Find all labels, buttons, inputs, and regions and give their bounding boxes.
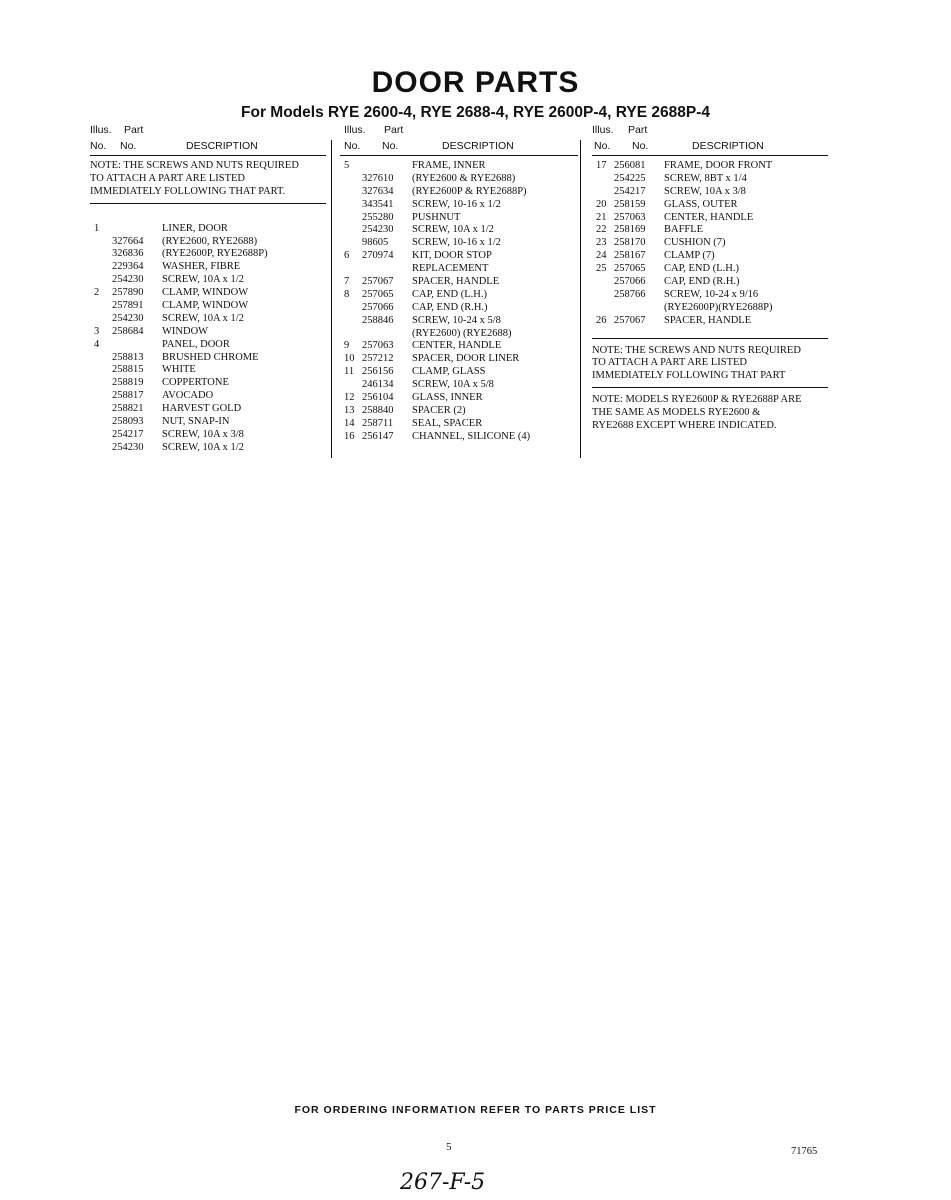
part-row bbox=[90, 416, 326, 429]
part-number: 258840 bbox=[362, 404, 394, 416]
part-number: 98605 bbox=[362, 237, 389, 249]
illus-number: 26 bbox=[596, 314, 607, 326]
part-number: 257891 bbox=[112, 299, 144, 311]
parts-list bbox=[90, 210, 326, 455]
part-description: WHITE bbox=[162, 364, 196, 376]
part-description: CLAMP, WINDOW bbox=[162, 287, 249, 299]
part-number: 255280 bbox=[362, 211, 394, 223]
part-number: 257890 bbox=[112, 287, 144, 299]
part-number: 229364 bbox=[112, 261, 144, 273]
illus-number: 8 bbox=[344, 288, 350, 300]
illus-number: 5 bbox=[344, 160, 350, 171]
header-part-no: No. bbox=[120, 140, 137, 152]
part-description: SCREW, 10A x 1/2 bbox=[412, 224, 494, 236]
part-row bbox=[90, 261, 326, 274]
part-row bbox=[592, 199, 828, 212]
part-number: 343541 bbox=[362, 198, 394, 210]
part-description: PUSHNUT bbox=[412, 211, 461, 223]
part-row bbox=[340, 160, 578, 173]
illus-number: 17 bbox=[596, 160, 607, 171]
part-number: 257063 bbox=[362, 340, 394, 352]
part-number: 327664 bbox=[112, 235, 144, 247]
parts-list bbox=[592, 160, 828, 328]
part-number: 254230 bbox=[362, 224, 394, 236]
part-description: SCREW, 10A x 5/8 bbox=[412, 379, 494, 391]
part-description: WASHER, FIBRE bbox=[162, 261, 241, 273]
part-description: BAFFLE bbox=[664, 224, 704, 236]
part-description: PANEL, DOOR bbox=[162, 338, 230, 350]
part-number: 256104 bbox=[362, 392, 394, 404]
part-row bbox=[592, 237, 828, 250]
part-number: 258711 bbox=[362, 417, 394, 429]
part-number: 257065 bbox=[362, 288, 394, 300]
part-row bbox=[90, 248, 326, 261]
part-description: CUSHION (7) bbox=[664, 237, 726, 249]
part-number: 258819 bbox=[112, 377, 144, 389]
part-row bbox=[340, 418, 578, 431]
column-header bbox=[340, 124, 578, 160]
handwritten-code: 267-F-5 bbox=[400, 1170, 486, 1195]
part-row bbox=[340, 315, 578, 328]
part-row bbox=[90, 403, 326, 416]
part-number: 257065 bbox=[614, 263, 646, 275]
part-row bbox=[592, 289, 828, 302]
header-part-no: No. bbox=[632, 140, 649, 152]
part-number: 258684 bbox=[112, 325, 144, 337]
part-description: NUT, SNAP-IN bbox=[162, 415, 230, 427]
illus-number: 10 bbox=[344, 353, 355, 365]
part-row bbox=[340, 366, 578, 379]
part-number: 258167 bbox=[614, 250, 646, 262]
part-description: CHANNEL, SILICONE (4) bbox=[412, 430, 531, 442]
part-description: SCREW, 10-24 x 9/16 bbox=[664, 288, 759, 300]
illus-number: 13 bbox=[344, 404, 355, 416]
part-row bbox=[90, 429, 326, 442]
part-row bbox=[592, 224, 828, 237]
part-row bbox=[90, 339, 326, 352]
part-description: CAP, END (L.H.) bbox=[664, 263, 739, 275]
part-number: 254217 bbox=[112, 428, 144, 440]
page-number: 5 bbox=[446, 1141, 452, 1153]
part-number: 256081 bbox=[614, 160, 646, 171]
illus-number: 16 bbox=[344, 430, 355, 442]
part-row bbox=[340, 353, 578, 366]
part-description: SPACER (2) bbox=[412, 404, 466, 416]
part-description: FRAME, INNER bbox=[412, 160, 486, 171]
part-number: 254230 bbox=[112, 441, 144, 453]
part-description: (RYE2600P, RYE2688P) bbox=[162, 248, 268, 260]
header-part: Part bbox=[384, 124, 404, 136]
part-description: SCREW, 8BT x 1/4 bbox=[664, 172, 747, 184]
part-number: 256156 bbox=[362, 366, 394, 378]
illus-number: 9 bbox=[344, 340, 350, 352]
part-row bbox=[340, 379, 578, 392]
part-row bbox=[340, 405, 578, 418]
part-number: 270974 bbox=[362, 250, 394, 262]
ordering-info: FOR ORDERING INFORMATION REFER TO PARTS PRICE LIST bbox=[294, 1104, 657, 1116]
illus-number: 12 bbox=[344, 392, 355, 404]
header-illus: Illus. bbox=[592, 124, 614, 136]
column-divider bbox=[580, 328, 581, 458]
part-description: FRAME, DOOR FRONT bbox=[664, 160, 773, 171]
parts-column-1 bbox=[90, 124, 326, 455]
part-number: 258817 bbox=[112, 390, 144, 402]
part-row bbox=[340, 199, 578, 212]
part-row bbox=[592, 212, 828, 225]
part-row bbox=[90, 390, 326, 403]
illus-number: 6 bbox=[344, 250, 350, 262]
part-number: 254217 bbox=[614, 185, 646, 197]
illus-number: 14 bbox=[344, 417, 355, 429]
part-description: SPACER, HANDLE bbox=[412, 276, 500, 288]
part-number: 254230 bbox=[112, 274, 144, 286]
part-description: LINER, DOOR bbox=[162, 222, 228, 234]
part-number: 257063 bbox=[614, 211, 646, 223]
illus-number: 20 bbox=[596, 198, 607, 210]
part-description: SCREW, 10-24 x 5/8 bbox=[412, 314, 501, 326]
header-illus-no: No. bbox=[344, 140, 361, 152]
header-rule bbox=[592, 155, 828, 156]
part-row bbox=[592, 186, 828, 199]
part-number: 258766 bbox=[614, 288, 646, 300]
illus-number: 25 bbox=[596, 263, 607, 275]
part-description: KIT, DOOR STOP bbox=[412, 250, 492, 262]
header-part: Part bbox=[124, 124, 144, 136]
illus-number: 21 bbox=[596, 211, 607, 223]
part-row bbox=[90, 326, 326, 339]
header-description: DESCRIPTION bbox=[692, 140, 764, 152]
part-row bbox=[592, 276, 828, 289]
illus-number: 2 bbox=[94, 287, 100, 299]
part-description: CAP, END (R.H.) bbox=[412, 301, 488, 313]
part-number: 258846 bbox=[362, 314, 394, 326]
illus-number: 24 bbox=[596, 250, 607, 262]
part-row bbox=[592, 315, 828, 328]
part-description: CLAMP, GLASS bbox=[412, 366, 486, 378]
header-illus: Illus. bbox=[90, 124, 112, 136]
part-number: 258813 bbox=[112, 351, 144, 363]
part-row bbox=[340, 224, 578, 237]
part-row bbox=[90, 223, 326, 236]
part-description: SCREW, 10A x 3/8 bbox=[664, 185, 746, 197]
part-number: 246134 bbox=[362, 379, 394, 391]
part-description: COPPERTONE bbox=[162, 377, 229, 389]
part-description: SCREW, 10A x 1/2 bbox=[162, 312, 244, 324]
part-description: (RYE2600, RYE2688) bbox=[162, 235, 258, 247]
part-row bbox=[592, 250, 828, 263]
part-row bbox=[90, 274, 326, 287]
part-number: 258159 bbox=[614, 198, 646, 210]
part-description: (RYE2600) (RYE2688) bbox=[412, 327, 512, 339]
page-title: DOOR PARTS bbox=[371, 66, 580, 99]
parts-column-2 bbox=[340, 124, 578, 444]
part-number: 257067 bbox=[362, 276, 394, 288]
header-part-no: No. bbox=[382, 140, 399, 152]
part-row bbox=[340, 289, 578, 302]
part-row bbox=[90, 442, 326, 455]
part-number: 258170 bbox=[614, 237, 646, 249]
part-row bbox=[592, 263, 828, 276]
part-row bbox=[90, 313, 326, 326]
illus-number: 4 bbox=[94, 338, 100, 350]
part-number: 326836 bbox=[112, 248, 144, 260]
illus-number: 7 bbox=[344, 276, 350, 288]
part-number: 257066 bbox=[614, 276, 646, 288]
note-screws: NOTE: THE SCREWS AND NUTS REQUIRED TO ATTACH A PART ARE LISTED IMMEDIATELY FOLLOWING THAT PART bbox=[592, 344, 801, 382]
part-description: REPLACEMENT bbox=[412, 263, 489, 275]
part-row bbox=[90, 236, 326, 249]
part-description: CENTER, HANDLE bbox=[664, 211, 754, 223]
part-row bbox=[340, 302, 578, 315]
header-description: DESCRIPTION bbox=[442, 140, 514, 152]
part-row bbox=[90, 352, 326, 365]
illus-number: 1 bbox=[94, 222, 100, 234]
part-row bbox=[340, 250, 578, 263]
part-row bbox=[340, 212, 578, 225]
part-description: GLASS, INNER bbox=[412, 392, 483, 404]
part-description: SPACER, DOOR LINER bbox=[412, 353, 520, 365]
part-number: 257066 bbox=[362, 301, 394, 313]
part-description: HARVEST GOLD bbox=[162, 403, 242, 415]
note-rule bbox=[90, 203, 326, 204]
note-models: NOTE: MODELS RYE2600P & RYE2688P ARE THE SAME AS MODELS RYE2600 & RYE2688 EXCEPT WHERE INDICATED. bbox=[592, 394, 802, 432]
note-rule bbox=[592, 387, 828, 388]
header-rule bbox=[90, 155, 326, 156]
part-description: (RYE2600 & RYE2688) bbox=[412, 172, 516, 184]
part-row bbox=[90, 364, 326, 377]
part-description: (RYE2600P & RYE2688P) bbox=[412, 185, 527, 197]
part-row bbox=[340, 431, 578, 444]
header-part: Part bbox=[628, 124, 648, 136]
header-illus: Illus. bbox=[344, 124, 366, 136]
page-subtitle: For Models RYE 2600-4, RYE 2688-4, RYE 2600P-4, RYE 2688P-4 bbox=[241, 104, 710, 121]
part-row bbox=[340, 328, 578, 341]
part-row bbox=[90, 377, 326, 390]
part-row bbox=[592, 302, 828, 315]
part-row bbox=[592, 173, 828, 186]
illus-number: 22 bbox=[596, 224, 607, 236]
column-divider bbox=[331, 140, 332, 458]
part-description: WINDOW bbox=[162, 325, 209, 337]
note-screws: NOTE: THE SCREWS AND NUTS REQUIRED TO ATTACH A PART ARE LISTED IMMEDIATELY FOLLOWING THAT PART. bbox=[90, 160, 299, 197]
part-row bbox=[340, 340, 578, 353]
part-number: 257067 bbox=[614, 314, 646, 326]
part-row bbox=[90, 300, 326, 313]
part-number: 257212 bbox=[362, 353, 394, 365]
part-description: SCREW, 10A x 1/2 bbox=[162, 274, 244, 286]
part-description: SEAL, SPACER bbox=[412, 417, 483, 429]
header-description: DESCRIPTION bbox=[186, 140, 258, 152]
part-number: 258169 bbox=[614, 224, 646, 236]
part-description: (RYE2600P)(RYE2688P) bbox=[664, 301, 773, 313]
part-row bbox=[340, 392, 578, 405]
part-number: 258821 bbox=[112, 403, 144, 415]
part-row bbox=[340, 186, 578, 199]
header-illus-no: No. bbox=[594, 140, 611, 152]
part-row bbox=[340, 173, 578, 186]
part-description: CAP, END (R.H.) bbox=[664, 276, 740, 288]
header-rule bbox=[340, 155, 578, 156]
part-description: CLAMP, WINDOW bbox=[162, 299, 249, 311]
note-rule bbox=[592, 338, 828, 339]
part-description: CAP, END (L.H.) bbox=[412, 288, 487, 300]
part-number: 258815 bbox=[112, 364, 144, 376]
header-illus-no: No. bbox=[90, 140, 107, 152]
column-header bbox=[90, 124, 326, 160]
part-row bbox=[592, 160, 828, 173]
part-description: SCREW, 10-16 x 1/2 bbox=[412, 237, 501, 249]
parts-column-3 bbox=[592, 124, 828, 433]
part-description: CLAMP (7) bbox=[664, 250, 715, 262]
part-description: CENTER, HANDLE bbox=[412, 340, 502, 352]
part-row bbox=[90, 287, 326, 300]
parts-list bbox=[340, 160, 578, 444]
part-description: AVOCADO bbox=[162, 390, 214, 402]
illus-number: 23 bbox=[596, 237, 607, 249]
document-number: 71765 bbox=[791, 1146, 818, 1157]
part-row bbox=[340, 276, 578, 289]
part-number: 327610 bbox=[362, 172, 394, 184]
part-description: SPACER, HANDLE bbox=[664, 314, 752, 326]
part-description: BRUSHED CHROME bbox=[162, 351, 259, 363]
illus-number: 3 bbox=[94, 325, 100, 337]
part-description: GLASS, OUTER bbox=[664, 198, 738, 210]
part-description: SCREW, 10A x 3/8 bbox=[162, 428, 244, 440]
part-number: 256147 bbox=[362, 430, 394, 442]
illus-number: 11 bbox=[344, 366, 355, 378]
part-number: 254230 bbox=[112, 312, 144, 324]
part-number: 254225 bbox=[614, 172, 646, 184]
part-number: 327634 bbox=[362, 185, 394, 197]
part-row bbox=[340, 263, 578, 276]
part-description: SCREW, 10A x 1/2 bbox=[162, 441, 244, 453]
column-header bbox=[592, 124, 828, 160]
part-description: SCREW, 10-16 x 1/2 bbox=[412, 198, 501, 210]
part-row bbox=[90, 210, 326, 223]
part-number: 258093 bbox=[112, 415, 144, 427]
part-row bbox=[340, 237, 578, 250]
